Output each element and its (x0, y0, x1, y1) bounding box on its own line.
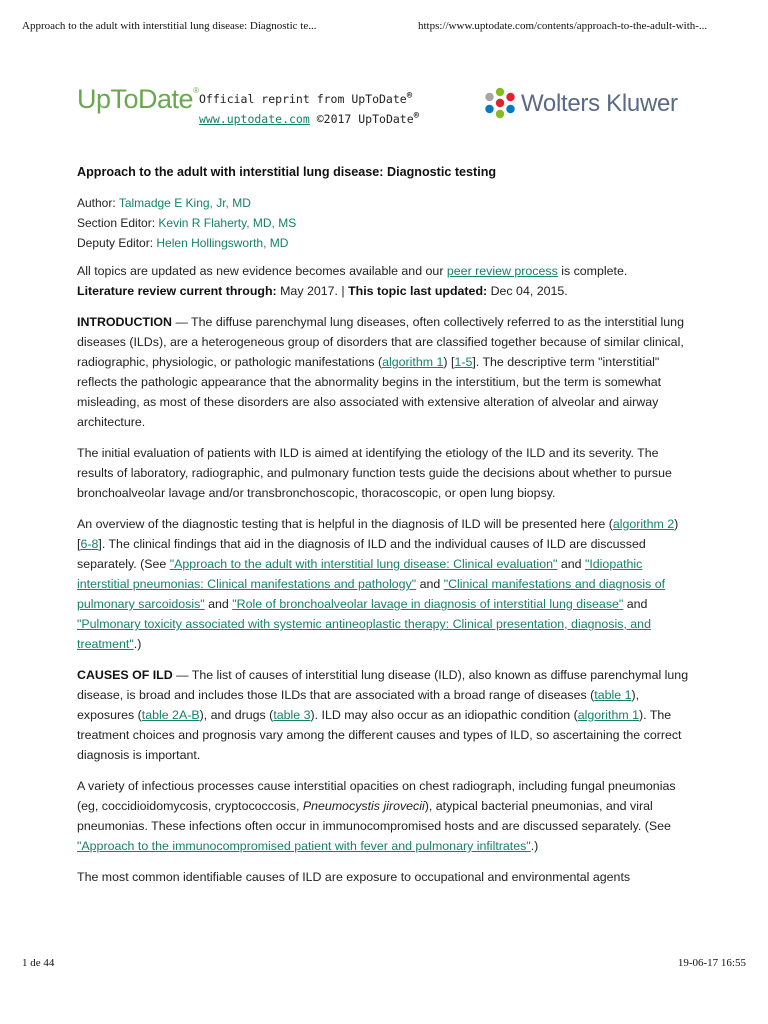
section-editor-label: Section Editor: (77, 216, 156, 230)
causes-text: ), and drugs ( (199, 708, 274, 722)
article-body (77, 162, 691, 898)
table-1-link[interactable]: table 1 (594, 688, 632, 702)
page-counter: 1 de 44 (22, 957, 55, 969)
peer-review-link[interactable]: peer review process (446, 264, 558, 278)
wolters-kluwer-wordmark: Wolters Kluwer (521, 90, 678, 117)
overview-text: .) (133, 637, 142, 651)
overview-text: and (623, 597, 648, 611)
reprint-notice (199, 88, 419, 128)
idiopathic-pneumonias-link[interactable]: "Idiopathic interstitial pneumonias: Clinical manifestations and pathology" (77, 557, 643, 591)
print-header (0, 20, 768, 36)
updated-label: This topic last updated: (348, 284, 488, 298)
infectious-text: ), atypical bacterial pneumonias, and viral pneumonias. These infections often occur in immunocompromised hosts and are discussed separately. (See (77, 799, 671, 833)
update-notice (77, 261, 691, 301)
causes-text: — The list of causes of interstitial lung disease (ILD), also known as diffuse parenchymal lung disease, is broad and includes those ILDs that are associated with a broad range of diseases ( (77, 668, 689, 702)
causes-text: ), exposures ( (77, 688, 640, 722)
uptodate-site-link[interactable]: www.uptodate.com (199, 111, 310, 126)
print-header-url: https://www.uptodate.com/contents/approach-to-the-adult-with-... (418, 20, 708, 32)
infectious-paragraph (77, 776, 691, 856)
clinical-evaluation-link[interactable]: "Approach to the adult with interstitial lung disease: Clinical evaluation" (169, 557, 558, 571)
print-footer (0, 957, 768, 973)
sarcoidosis-link[interactable]: "Clinical manifestations and diagnosis of pulmonary sarcoidosis" (77, 577, 666, 611)
algorithm-2-link[interactable]: algorithm 2 (612, 517, 675, 531)
causes-text: ). ILD may also occur as an idiopathic condition ( (310, 708, 578, 722)
author-link[interactable]: Talmadge E King, Jr, MD (118, 196, 251, 210)
deputy-editor-line (77, 233, 691, 253)
common-causes-paragraph: The most common identifiable causes of ILD are exposure to occupational and environmental agents (77, 870, 631, 884)
intro-text: — The diffuse parenchymal lung diseases, often collectively referred to as the interstitial lung diseases (ILDs), are a heterogeneous group of disorders that are classified together because of similar clinical, radiographic, physiologic, or pathologic manifestations ( (77, 315, 684, 369)
review-label: Literature review current through: (77, 284, 277, 298)
copyright-reg-mark: ® (413, 110, 420, 121)
algorithm-1-link-2[interactable]: algorithm 1 (577, 708, 640, 722)
overview-paragraph (77, 514, 691, 654)
article-title: Approach to the adult with interstitial lung disease: Diagnostic testing (77, 165, 497, 179)
author-line (77, 193, 691, 213)
ref-6-8-link[interactable]: 6-8 (80, 537, 99, 551)
update-text: All topics are updated as new evidence becomes available and our (77, 264, 447, 278)
algorithm-1-link[interactable]: algorithm 1 (382, 355, 444, 369)
updated-date: Dec 04, 2015. (487, 284, 568, 298)
deputy-editor-link[interactable]: Helen Hollingsworth, MD (156, 236, 289, 250)
table-3-link[interactable]: table 3 (273, 708, 311, 722)
overview-text: ]. The clinical findings that aid in the diagnosis of ILD and the individual causes of ILD are discussed separately. (See (77, 537, 646, 571)
update-text-end: is complete. (557, 264, 628, 278)
print-timestamp: 19-06-17 16:55 (677, 957, 746, 969)
intro-heading: INTRODUCTION (77, 315, 172, 329)
pneumocystis-italic: Pneumocystis jirovecii (302, 799, 425, 813)
uptodate-logo-text: UpToDate (77, 84, 194, 114)
overview-text: and (204, 597, 233, 611)
causes-text: ). The treatment choices and prognosis vary among the different causes and types of ILD, so ascertaining the correct diagnosis is important. (77, 708, 682, 762)
intro-text: ]. The descriptive term "interstitial" reflects the pathologic appearance that the abnormality begins in the interstitium, but the term is somewhat misleading, as most of these disorders are also associated with extensive alteration of alveolar and airway architecture. (77, 355, 662, 429)
ref-1-5-link[interactable]: 1-5 (454, 355, 473, 369)
review-date: May 2017. | (276, 284, 349, 298)
causes-paragraph (77, 665, 691, 765)
overview-text: and (416, 577, 444, 591)
overview-text: and (557, 557, 585, 571)
uptodate-logo-mark: ® (193, 86, 199, 95)
wolters-kluwer-mark-icon (483, 86, 517, 120)
print-header-title: Approach to the adult with interstitial lung disease: Diagnostic te... (22, 20, 317, 32)
immunocompromised-link[interactable]: "Approach to the immunocompromised patient with fever and pulmonary infiltrates" (77, 839, 531, 853)
section-editor-link[interactable]: Kevin R Flaherty, MD, MS (158, 216, 297, 230)
causes-heading: CAUSES OF ILD (77, 668, 173, 682)
deputy-editor-label: Deputy Editor: (77, 236, 154, 250)
author-label: Author: (77, 196, 116, 210)
copyright-text: ©2017 UpToDate (316, 111, 414, 126)
intro-text: ) [ (443, 355, 455, 369)
section-editor-line (77, 213, 691, 233)
reprint-line: Official reprint from UpToDate (199, 91, 407, 106)
initial-evaluation-paragraph: The initial evaluation of patients with ILD is aimed at identifying the etiology of the ILD and its severity. The results of laboratory, radiographic, and pulmonary function tests guide the decisions about whether to pursue bronchoalveolar lavage and/or transbronchoscopic, thoracoscopic, or open lung biopsy. (77, 446, 672, 500)
bronchoalveolar-lavage-link[interactable]: "Role of bronchoalveolar lavage in diagnosis of interstitial lung disease" (232, 597, 624, 611)
table-2a-b-link[interactable]: table 2A-B (141, 708, 200, 722)
infectious-text: .) (530, 839, 539, 853)
brand-banner (77, 84, 697, 134)
uptodate-logo (77, 84, 198, 115)
infectious-text: A variety of infectious processes cause interstitial opacities on chest radiograph, including fungal pneumonias (eg, coccidioidomycosis, cryptococcosis, (77, 779, 676, 813)
overview-text: ) [ (77, 517, 679, 551)
pulmonary-toxicity-link[interactable]: "Pulmonary toxicity associated with systemic antineoplastic therapy: Clinical presentation, diagnosis, and treatment" (77, 617, 651, 651)
intro-paragraph (77, 312, 691, 432)
overview-text: An overview of the diagnostic testing that is helpful in the diagnosis of ILD will be presented here ( (77, 517, 613, 531)
reprint-reg-mark: ® (406, 91, 413, 101)
